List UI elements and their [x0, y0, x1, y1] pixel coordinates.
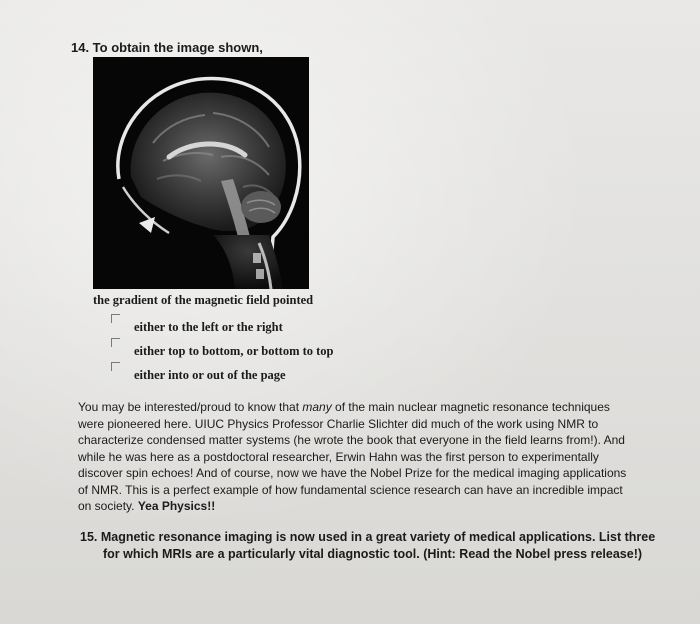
- radio-button[interactable]: [111, 362, 120, 371]
- radio-button[interactable]: [111, 338, 120, 347]
- question-15: [80, 529, 656, 563]
- answer-option-label: either to the left or the right: [134, 320, 283, 334]
- answer-option-label: either top to bottom, or bottom to top: [134, 344, 334, 358]
- paragraph-line: You may be interested/proud to know that many of the main nuclear magnetic resonance techniques: [78, 400, 610, 414]
- paragraph-line: characterize condensed matter systems (he wrote the book that everyone in the field learns from!). And: [78, 433, 625, 447]
- radio-button[interactable]: [111, 314, 120, 323]
- question-15-line-2: for which MRIs are a particularly vital diagnostic tool. (Hint: Read the Nobel press release!): [103, 547, 643, 561]
- paragraph-line: were pioneered here. UIUC Physics Professor Charlie Slichter did much of the work using NMR to: [78, 416, 599, 431]
- question-14-prompt: the gradient of the magnetic field pointed: [93, 293, 314, 307]
- nmr-history-paragraph: [78, 399, 638, 515]
- paragraph-line: while he was here as a postdoctoral researcher, Erwin Hahn was the first person to experimentally: [78, 449, 599, 464]
- question-15-line-1: 15. Magnetic resonance imaging is now used in a great variety of medical applications. List three: [80, 530, 656, 544]
- yea-physics-text: Yea Physics!!: [137, 499, 216, 513]
- paragraph-line: discover spin echoes! And of course, now we have the Nobel Prize for the medical imaging applications: [78, 466, 627, 480]
- emphasis-many: many: [302, 400, 332, 414]
- paragraph-line: of NMR. This is a perfect example of how fundamental science research can have an incredible impact: [78, 482, 623, 497]
- paragraph-line: on society. Yea Physics!!: [78, 499, 216, 513]
- answer-option-label: either into or out of the page: [134, 368, 286, 382]
- mri-sagittal-head-image: [93, 57, 309, 289]
- question-14-title: 14. To obtain the image shown,: [71, 40, 263, 55]
